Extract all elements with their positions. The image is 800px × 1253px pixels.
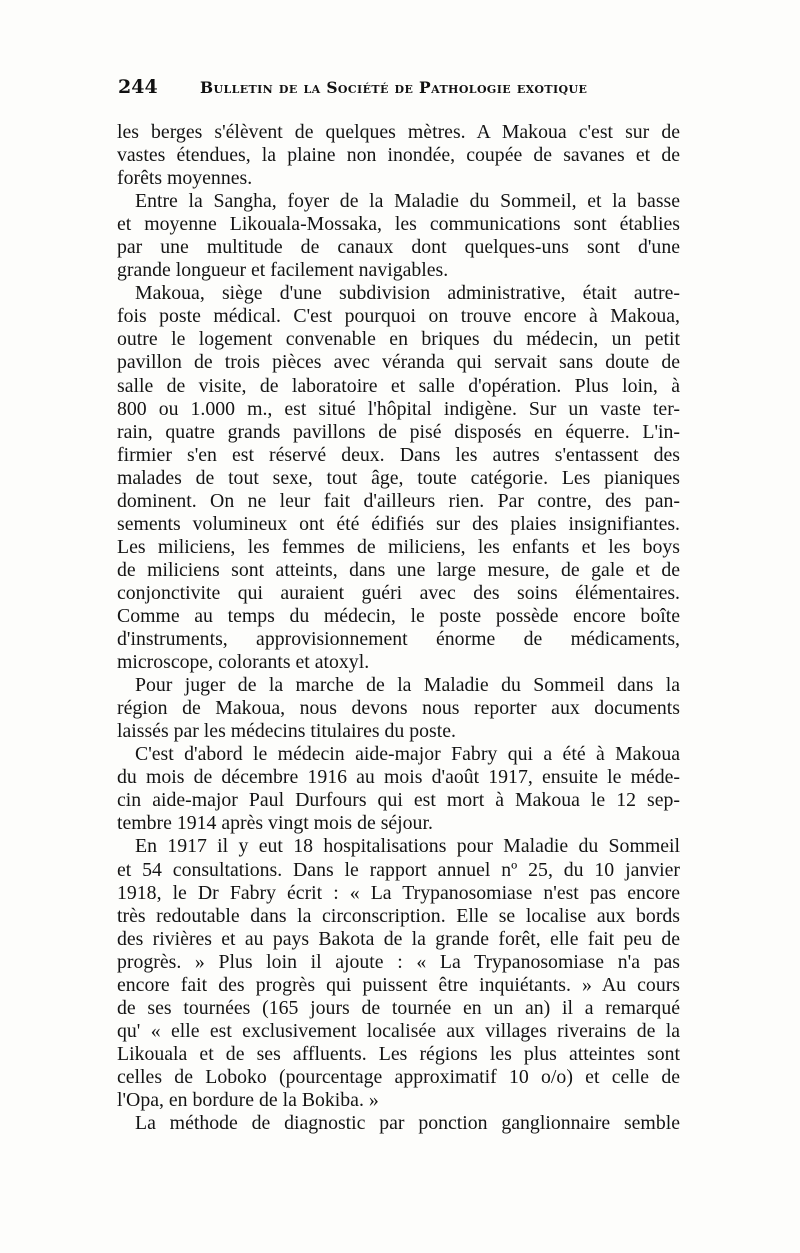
text-line: de ses tournées (165 jours de tournée en un an) il a remarqué <box>117 996 680 1019</box>
running-title: Bulletin de la Société de Pathologie exotique <box>200 78 588 97</box>
text-line: 1918, le Dr Fabry écrit : « La Trypanosomiase n'est pas encore <box>117 881 680 904</box>
text-line: des rivières et au pays Bakota de la grande forêt, elle fait peu de <box>117 927 680 950</box>
text-line: et 54 consultations. Dans le rapport annuel nº 25, du 10 janvier <box>117 858 680 881</box>
page-number: 244 <box>118 76 158 98</box>
text-line: Comme au temps du médecin, le poste possède encore boîte <box>117 604 680 627</box>
paragraph <box>117 190 680 282</box>
text-line: salle de visite, de laboratoire et salle d'opération. Plus loin, à <box>117 374 680 397</box>
text-line: celles de Loboko (pourcentage approximatif 10 o/o) et celle de <box>117 1065 680 1088</box>
text-line: cin aide-major Paul Durfours qui est mort à Makoua le 12 sep- <box>117 789 680 812</box>
paragraph <box>117 743 680 835</box>
text-line: fois poste médical. C'est pourquoi on trouve encore à Makoua, <box>117 305 680 328</box>
paragraph <box>117 1112 680 1135</box>
text-line: région de Makoua, nous devons nous reporter aux documents <box>117 697 680 720</box>
page-header <box>118 76 680 102</box>
text-line: Likouala et de ses affluents. Les régions les plus atteintes sont <box>117 1042 680 1065</box>
text-line: conjonctivite qui auraient guéri avec des soins élémentaires. <box>117 581 680 604</box>
text-line: tembre 1914 après vingt mois de séjour. <box>117 812 433 835</box>
text-line: pavillon de trois pièces avec véranda qui servait sans doute de <box>117 351 680 374</box>
text-line: qu' « elle est exclusivement localisée aux villages riverains de la <box>117 1019 680 1042</box>
text-line: dominent. On ne leur fait d'ailleurs rien. Par contre, des pan- <box>117 489 680 512</box>
text-line: Pour juger de la marche de la Maladie du Sommeil dans la <box>135 674 680 697</box>
text-line: de miliciens sont atteints, dans une large mesure, de gale et de <box>117 558 680 581</box>
text-line: forêts moyennes. <box>117 167 253 190</box>
text-line: C'est d'abord le médecin aide-major Fabry qui a été à Makoua <box>135 743 680 766</box>
text-line: grande longueur et facilement navigables. <box>117 259 449 282</box>
text-line: progrès. » Plus loin il ajoute : « La Trypanosomiase n'a pas <box>117 950 680 973</box>
text-line: malades de tout sexe, tout âge, toute catégorie. Les pianiques <box>117 466 680 489</box>
text-line: vastes étendues, la plaine non inondée, coupée de savanes et de <box>117 144 680 167</box>
text-line: firmier s'en est réservé deux. Dans les autres s'entassent des <box>117 443 680 466</box>
body-text <box>117 121 680 1135</box>
text-line: laissés par les médecins titulaires du poste. <box>117 720 456 743</box>
text-line: les berges s'élèvent de quelques mètres. A Makoua c'est sur de <box>117 121 680 143</box>
text-line: 800 ou 1.000 m., est situé l'hôpital indigène. Sur un vaste ter- <box>117 397 680 420</box>
text-line: l'Opa, en bordure de la Bokiba. » <box>117 1088 379 1111</box>
text-line: La méthode de diagnostic par ponction ganglionnaire semble <box>135 1112 680 1135</box>
paragraph <box>117 282 680 674</box>
text-line: par une multitude de canaux dont quelques-uns sont d'une <box>117 236 680 259</box>
text-line: et moyenne Likouala-Mossaka, les communications sont établies <box>117 213 680 236</box>
paragraph <box>117 835 680 1112</box>
text-line: sements volumineux ont été édifiés sur des plaies insignifiantes. <box>117 512 680 535</box>
text-line: très redoutable dans la circonscription. Elle se localise aux bords <box>117 904 680 927</box>
text-line: rain, quatre grands pavillons de pisé disposés en équerre. L'in- <box>117 420 680 443</box>
text-line: Makoua, siège d'une subdivision administrative, était autre- <box>135 282 680 305</box>
text-line: d'instruments, approvisionnement énorme de médicaments, <box>117 628 680 651</box>
text-line: En 1917 il y eut 18 hospitalisations pour Maladie du Sommeil <box>135 835 680 858</box>
text-line: Entre la Sangha, foyer de la Maladie du Sommeil, et la basse <box>135 190 680 213</box>
text-line: du mois de décembre 1916 au mois d'août 1917, ensuite le méde- <box>117 766 680 789</box>
text-line: microscope, colorants et atoxyl. <box>117 651 370 674</box>
paragraph <box>117 121 680 190</box>
text-line: Les miliciens, les femmes de miliciens, les enfants et les boys <box>117 535 680 558</box>
paragraph <box>117 674 680 743</box>
text-line: encore fait des progrès qui puissent être inquiétants. » Au cours <box>117 973 680 996</box>
text-line: outre le logement convenable en briques du médecin, un petit <box>117 328 680 351</box>
